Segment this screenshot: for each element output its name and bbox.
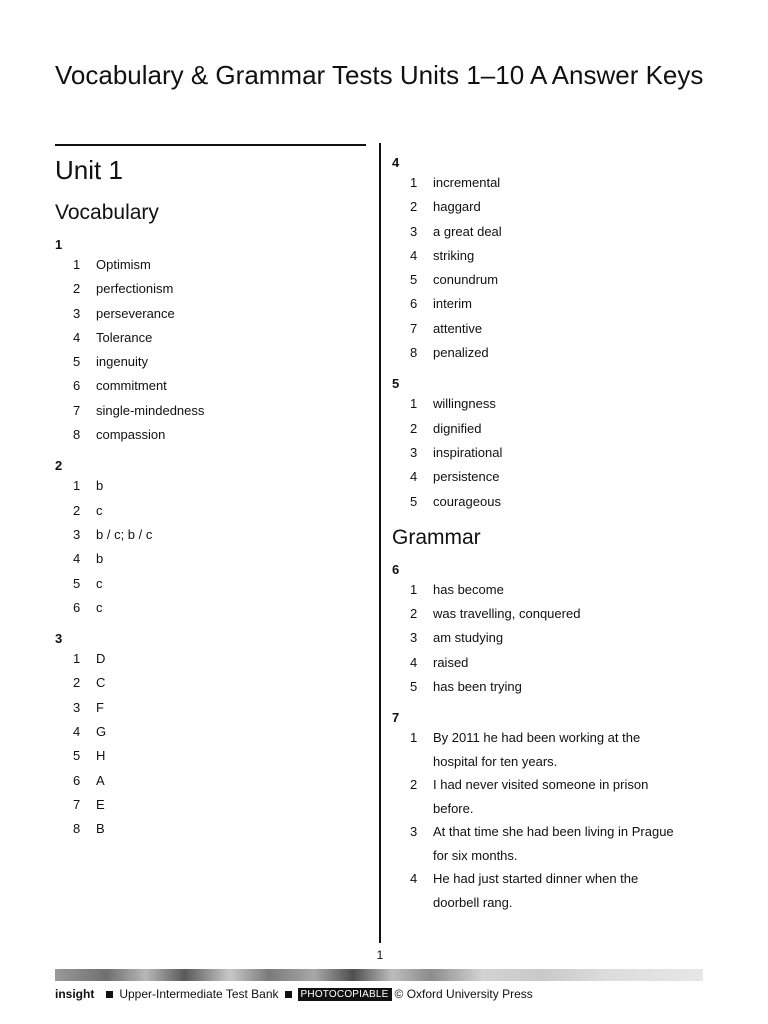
exercise-number: 4 bbox=[392, 155, 400, 170]
answer-item bbox=[55, 817, 365, 841]
answer-item bbox=[55, 547, 365, 571]
answer-text: has been trying bbox=[433, 679, 522, 695]
answer-number: 6 bbox=[73, 772, 81, 788]
answer-number: 7 bbox=[410, 320, 418, 336]
answer-number: 3 bbox=[410, 444, 418, 460]
exercise-number: 7 bbox=[392, 710, 400, 726]
answer-item bbox=[392, 726, 682, 773]
answer-text: G bbox=[96, 724, 107, 740]
answer-item bbox=[392, 867, 682, 914]
answer-item bbox=[55, 326, 365, 350]
answer-text: haggard bbox=[433, 199, 481, 215]
answer-item bbox=[392, 441, 712, 465]
exercise-6 bbox=[392, 562, 712, 699]
answer-item bbox=[392, 675, 712, 699]
answer-number: 4 bbox=[410, 247, 418, 263]
answer-item bbox=[392, 490, 712, 514]
answer-item bbox=[392, 268, 712, 292]
footer-copyright: © Oxford University Press bbox=[394, 987, 533, 1001]
exercise-7 bbox=[392, 710, 712, 914]
answer-text: am studying bbox=[433, 630, 504, 646]
answer-text: conundrum bbox=[433, 272, 499, 288]
answer-number: 4 bbox=[73, 724, 81, 740]
exercise-number: 2 bbox=[55, 458, 63, 474]
answer-text: inspirational bbox=[433, 444, 503, 460]
answer-number: 4 bbox=[73, 329, 81, 345]
footer bbox=[55, 985, 715, 1003]
answer-text: willingness bbox=[433, 396, 496, 412]
answer-text: By 2011 he had been working at the hospital for ten years. bbox=[433, 730, 641, 769]
answer-list bbox=[392, 578, 712, 699]
answer-item bbox=[55, 720, 365, 744]
exercise-2 bbox=[55, 458, 365, 620]
answer-text: He had just started dinner when the doorbell rang. bbox=[433, 871, 639, 910]
unit-title: Unit 1 bbox=[55, 155, 123, 185]
answer-number: 4 bbox=[73, 551, 81, 567]
answer-number: 2 bbox=[73, 502, 81, 518]
answer-text: At that time she had been living in Prague for six months. bbox=[433, 824, 674, 863]
answer-number: 6 bbox=[410, 296, 418, 312]
answer-text: penalized bbox=[433, 345, 489, 361]
right-column bbox=[392, 155, 712, 914]
answer-text: single-mindedness bbox=[96, 402, 205, 418]
answer-text: dignified bbox=[433, 420, 482, 436]
answer-text: attentive bbox=[433, 320, 483, 336]
answer-number: 3 bbox=[410, 223, 418, 239]
square-bullet-icon bbox=[285, 991, 292, 998]
answer-number: 2 bbox=[410, 199, 418, 215]
answer-number: 3 bbox=[410, 824, 418, 840]
answer-item bbox=[392, 171, 712, 195]
footer-image-strip bbox=[55, 969, 703, 981]
answer-item bbox=[55, 350, 365, 374]
answer-number: 5 bbox=[73, 748, 81, 764]
answer-item bbox=[392, 626, 712, 650]
answer-text: courageous bbox=[433, 493, 501, 509]
answer-item bbox=[55, 474, 365, 498]
answer-number: 6 bbox=[73, 378, 81, 394]
answer-item bbox=[55, 523, 365, 547]
answer-text: a great deal bbox=[433, 223, 502, 239]
answer-item bbox=[55, 374, 365, 398]
answer-number: 2 bbox=[73, 675, 81, 691]
answer-item bbox=[55, 769, 365, 793]
answer-text: ingenuity bbox=[96, 354, 149, 370]
answer-number: 6 bbox=[73, 599, 81, 615]
exercise-1 bbox=[55, 237, 365, 447]
answer-text: persistence bbox=[433, 469, 500, 485]
answer-list bbox=[392, 171, 712, 365]
answer-number: 7 bbox=[73, 796, 81, 812]
answer-number: 5 bbox=[410, 679, 418, 695]
answer-text: A bbox=[96, 772, 105, 788]
answer-item bbox=[55, 596, 365, 620]
answer-text: B bbox=[96, 821, 105, 837]
answer-item bbox=[55, 302, 365, 326]
answer-text: was travelling, conquered bbox=[433, 606, 581, 622]
answer-item bbox=[392, 392, 712, 416]
answer-text: incremental bbox=[433, 175, 501, 190]
column-divider bbox=[379, 143, 381, 943]
title-rule bbox=[55, 144, 366, 146]
answer-number: 3 bbox=[410, 630, 418, 646]
answer-list bbox=[55, 474, 365, 620]
answer-text: C bbox=[96, 675, 106, 691]
answer-item bbox=[55, 399, 365, 423]
page-number: 1 bbox=[376, 948, 384, 962]
footer-book-title: Upper-Intermediate Test Bank bbox=[119, 987, 279, 1001]
answer-item bbox=[55, 253, 365, 277]
answer-item bbox=[55, 499, 365, 523]
answer-text: interim bbox=[433, 296, 473, 312]
answer-item bbox=[55, 696, 365, 720]
answer-text: has become bbox=[433, 581, 504, 597]
answer-number: 1 bbox=[410, 581, 418, 597]
answer-text: I had never visited someone in prison before. bbox=[433, 777, 649, 816]
answer-number: 4 bbox=[410, 469, 418, 485]
answer-text: commitment bbox=[96, 378, 167, 394]
answer-text: Tolerance bbox=[96, 329, 153, 345]
answer-item bbox=[392, 220, 712, 244]
answer-number: 2 bbox=[410, 777, 418, 793]
answer-item bbox=[55, 572, 365, 596]
vocabulary-heading: Vocabulary bbox=[55, 201, 159, 224]
answer-number: 2 bbox=[410, 606, 418, 622]
grammar-heading: Grammar bbox=[392, 525, 481, 549]
answer-item bbox=[392, 244, 712, 268]
answer-item bbox=[55, 423, 365, 447]
answer-number: 5 bbox=[73, 354, 81, 370]
answer-text: E bbox=[96, 796, 105, 812]
answer-text: b / c; b / c bbox=[96, 526, 153, 542]
answer-number: 1 bbox=[410, 730, 418, 746]
answer-number: 2 bbox=[410, 420, 418, 436]
answer-number: 2 bbox=[73, 281, 81, 297]
answer-number: 1 bbox=[73, 651, 81, 667]
answer-number: 1 bbox=[73, 478, 81, 494]
answer-item bbox=[392, 195, 712, 219]
answer-item bbox=[392, 317, 712, 341]
exercise-3 bbox=[55, 631, 365, 841]
answer-number: 3 bbox=[73, 305, 81, 321]
answer-item bbox=[55, 277, 365, 301]
answer-list bbox=[392, 726, 682, 914]
square-bullet-icon bbox=[106, 991, 113, 998]
answer-number: 7 bbox=[73, 402, 81, 418]
answer-number: 8 bbox=[73, 427, 81, 443]
exercise-4 bbox=[392, 155, 712, 365]
answer-number: 1 bbox=[410, 175, 418, 190]
answer-list bbox=[55, 647, 365, 841]
answer-number: 4 bbox=[410, 871, 418, 887]
page-title: Vocabulary & Grammar Tests Units 1–10 A Answer Keys bbox=[55, 60, 704, 90]
exercise-5 bbox=[392, 376, 712, 513]
answer-item bbox=[392, 773, 682, 820]
answer-text: compassion bbox=[96, 427, 166, 443]
answer-item bbox=[392, 602, 712, 626]
answer-item bbox=[55, 744, 365, 768]
footer-brand: insight bbox=[55, 987, 95, 1001]
answer-item bbox=[392, 292, 712, 316]
answer-text: H bbox=[96, 748, 106, 764]
answer-number: 4 bbox=[410, 654, 418, 670]
answer-text: c bbox=[96, 575, 103, 591]
answer-list bbox=[55, 253, 365, 447]
answer-number: 5 bbox=[410, 272, 418, 288]
answer-item bbox=[392, 465, 712, 489]
answer-text: F bbox=[96, 699, 104, 715]
exercise-number: 6 bbox=[392, 561, 400, 577]
answer-item bbox=[55, 647, 365, 671]
answer-number: 1 bbox=[410, 396, 418, 412]
answer-text: c bbox=[96, 599, 103, 615]
answer-text: D bbox=[96, 651, 106, 667]
answer-text: b bbox=[96, 551, 104, 567]
answer-item bbox=[392, 417, 712, 441]
answer-item bbox=[55, 671, 365, 695]
answer-item bbox=[392, 578, 712, 602]
answer-text: Optimism bbox=[96, 257, 151, 272]
exercise-number: 3 bbox=[55, 631, 63, 647]
answer-number: 8 bbox=[410, 345, 418, 361]
answer-number: 5 bbox=[73, 575, 81, 591]
answer-number: 1 bbox=[73, 257, 81, 272]
answer-item bbox=[392, 651, 712, 675]
answer-text: raised bbox=[433, 654, 469, 670]
photocopiable-badge: PHOTOCOPIABLE bbox=[298, 988, 392, 1001]
answer-list bbox=[392, 392, 712, 513]
answer-number: 3 bbox=[73, 699, 81, 715]
answer-text: perseverance bbox=[96, 305, 175, 321]
answer-number: 8 bbox=[73, 821, 81, 837]
answer-text: striking bbox=[433, 247, 475, 263]
answer-text: perfectionism bbox=[96, 281, 174, 297]
answer-item bbox=[55, 793, 365, 817]
answer-number: 5 bbox=[410, 493, 418, 509]
answer-text: c bbox=[96, 502, 103, 518]
exercise-number: 5 bbox=[392, 376, 400, 392]
left-column bbox=[55, 150, 365, 842]
answer-number: 3 bbox=[73, 526, 81, 542]
answer-item bbox=[392, 341, 712, 365]
answer-text: b bbox=[96, 478, 104, 494]
exercise-number: 1 bbox=[55, 237, 63, 252]
answer-item bbox=[392, 820, 682, 867]
